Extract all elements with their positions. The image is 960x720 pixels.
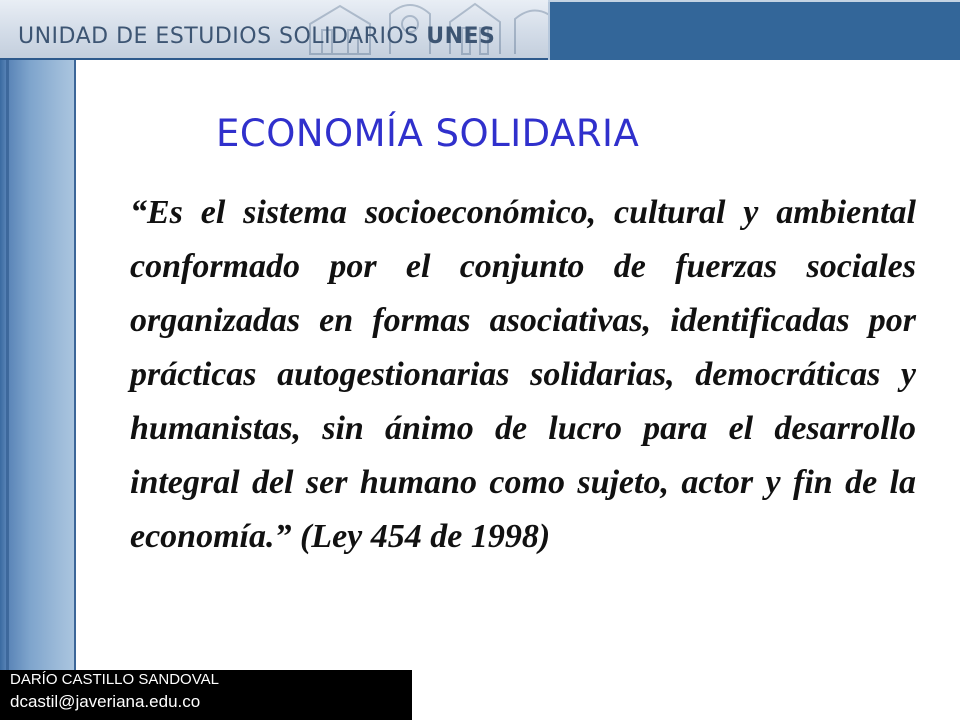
header-title-regular: UNIDAD DE ESTUDIOS SOLIDARIOS bbox=[18, 24, 427, 49]
slide-title: ECONOMÍA SOLIDARIA bbox=[216, 112, 640, 155]
definition-quote: “Es el sistema socioeconómico, cultural y ambiental conformado por el conjunto de fuerzas sociales organizadas en formas asociativas, identificadas por prácticas autogestionarias solidarias, democráticas y humanistas, sin ánimo de lucro para el desarrollo integral del ser humano como sujeto, actor y fin de la economía.” (Ley 454 de 1998) bbox=[130, 194, 916, 555]
footer-author-name: DARÍO CASTILLO SANDOVAL bbox=[10, 671, 219, 688]
footer-author-email: dcastil@javeriana.edu.co bbox=[10, 692, 201, 711]
header-banner bbox=[0, 0, 548, 60]
header-accent-highlight bbox=[548, 0, 960, 2]
left-sidebar-bar bbox=[0, 60, 76, 670]
header-accent-block bbox=[548, 0, 960, 60]
header-title-bold: UNES bbox=[426, 24, 496, 49]
left-sidebar-line bbox=[6, 60, 9, 670]
header-title bbox=[18, 24, 495, 49]
